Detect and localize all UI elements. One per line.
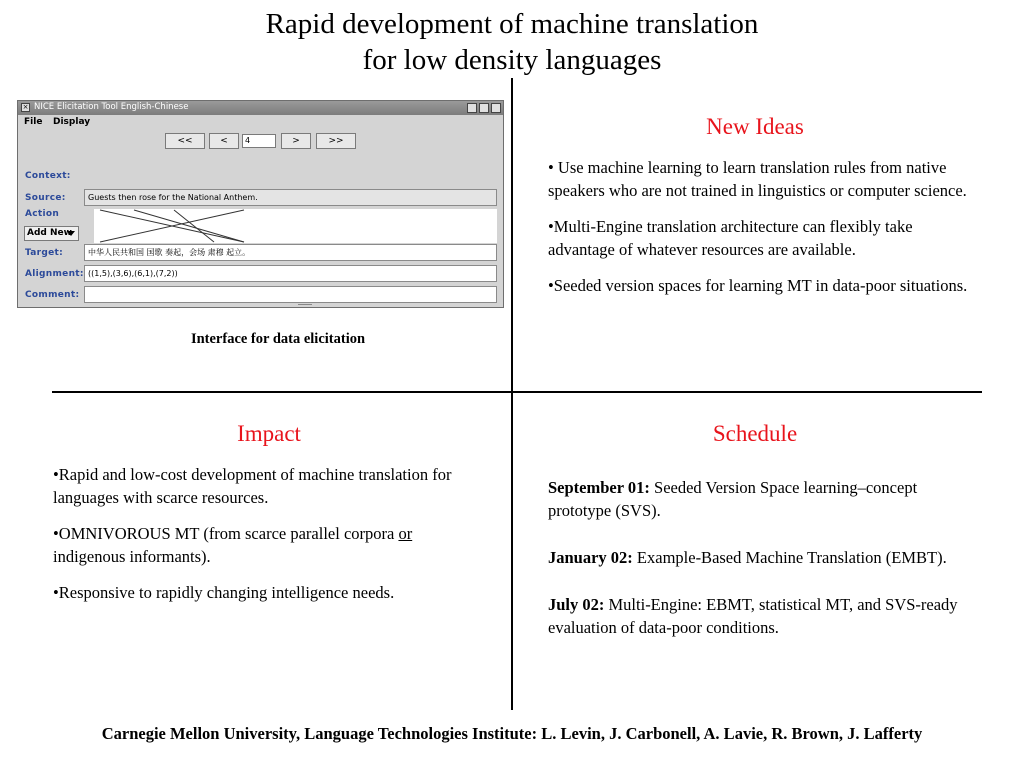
comment-label: Comment: <box>25 290 80 300</box>
maximize-icon[interactable] <box>479 103 489 113</box>
impact-bullet <box>53 522 478 568</box>
context-label: Context: <box>25 171 71 181</box>
window-titlebar <box>18 101 503 115</box>
impact-bullet-or: or <box>398 524 413 543</box>
footer-credits: Carnegie Mellon University, Language Technologies Institute: L. Levin, J. Carbonell, A. Lavie, R. Brown, J. Lafferty <box>101 724 923 743</box>
horizontal-divider <box>52 391 982 393</box>
chevron-down-icon <box>67 231 75 236</box>
schedule-text: Example-Based Machine Translation (EMBT). <box>632 548 947 567</box>
new-ideas-bullet: • Use machine learning to learn translation rules from native speakers who are not trained in linguistics or computer science. <box>548 158 967 200</box>
new-ideas-heading: New Ideas <box>706 114 804 139</box>
slide-title <box>0 6 1024 78</box>
schedule-list <box>548 476 968 663</box>
impact-bullet-part: •OMNIVOROUS MT (from scarce parallel corpora <box>53 524 399 543</box>
impact-bullet-part: indigenous informants). <box>53 547 211 566</box>
schedule-item <box>548 593 968 639</box>
new-ideas-list <box>548 156 968 310</box>
comment-field[interactable] <box>84 286 497 303</box>
title-line-1: Rapid development of machine translation <box>265 8 759 40</box>
impact-bullet: •Rapid and low-cost development of machine translation for languages with scarce resources. <box>53 465 452 507</box>
minimize-icon[interactable] <box>467 103 477 113</box>
vertical-divider <box>511 78 513 710</box>
impact-list <box>53 463 478 617</box>
menu-bar <box>18 116 503 129</box>
schedule-heading: Schedule <box>712 421 798 446</box>
page-number-input[interactable]: 4 <box>242 134 276 148</box>
last-page-button[interactable]: >> <box>316 133 356 149</box>
schedule-item <box>548 476 968 522</box>
menu-file[interactable]: File <box>24 117 43 127</box>
add-new-dropdown[interactable] <box>24 226 79 241</box>
close-icon[interactable]: × <box>22 103 29 111</box>
source-label: Source: <box>25 193 66 203</box>
next-page-button[interactable]: > <box>281 133 311 149</box>
resize-grip[interactable] <box>298 304 312 308</box>
alignment-lines-svg <box>94 209 497 243</box>
schedule-text: Multi-Engine: EBMT, statistical MT, and SVS-ready evaluation of data-poor conditions. <box>548 595 958 637</box>
new-ideas-bullet: •Seeded version spaces for learning MT in data-poor situations. <box>548 276 968 295</box>
first-page-button[interactable]: << <box>165 133 205 149</box>
window-title: NICE Elicitation Tool English-Chinese <box>34 102 189 112</box>
schedule-item <box>548 546 968 569</box>
schedule-date: July 02: <box>548 595 605 614</box>
add-new-label: Add New <box>27 228 72 238</box>
target-field[interactable]: 中华人民共和国 国歌 奏起，会场 肃穆 起立。 <box>84 244 497 261</box>
screenshot-caption: Interface for data elicitation <box>190 331 366 347</box>
impact-bullet: •Responsive to rapidly changing intelligence needs. <box>53 583 395 602</box>
elicitation-tool-screenshot <box>17 100 504 308</box>
action-label: Action <box>25 209 60 219</box>
schedule-text: Seeded Version Space learning–concept prototype (SVS). <box>548 478 918 520</box>
prev-page-button[interactable]: < <box>209 133 239 149</box>
alignment-label: Alignment: <box>25 269 84 279</box>
alignment-field[interactable]: ((1,5),(3,6),(6,1),(7,2)) <box>84 265 497 282</box>
title-line-2: for low density languages <box>362 44 662 76</box>
new-ideas-bullet: •Multi-Engine translation architecture can flexibly take advantage of whatever resources are available. <box>548 217 913 259</box>
impact-heading: Impact <box>237 421 301 446</box>
source-field[interactable]: Guests then rose for the National Anthem. <box>84 189 497 206</box>
schedule-date: September 01: <box>548 478 650 497</box>
schedule-date: January 02: <box>548 548 633 567</box>
target-label: Target: <box>25 248 64 258</box>
window-close-icon[interactable] <box>491 103 501 113</box>
alignment-lines-area <box>94 209 497 243</box>
menu-display[interactable]: Display <box>53 117 91 127</box>
